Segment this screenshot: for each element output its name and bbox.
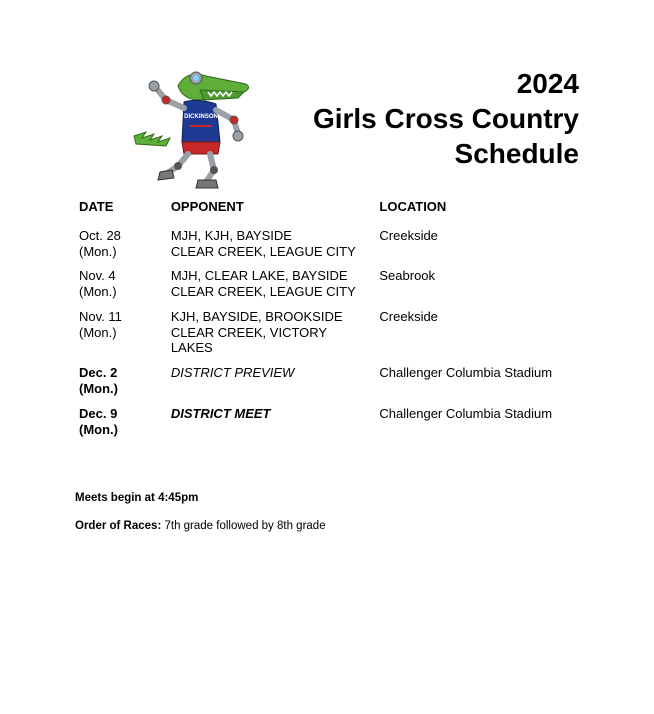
order-of-races-note [75, 519, 326, 533]
table-header-row [79, 199, 579, 228]
row-location: Challenger Columbia Stadium [379, 365, 553, 380]
meets-begin-text: Meets begin at 4:45pm [75, 492, 199, 504]
table-row [79, 309, 579, 365]
title-sport: Girls Cross Country [312, 103, 579, 134]
page-title [313, 66, 579, 171]
header-location: LOCATION [379, 199, 447, 214]
robot-alligator-mascot [126, 66, 256, 190]
table-row [79, 365, 579, 406]
row-opponent: MJH, KJH, BAYSIDE CLEAR CREEK, LEAGUE CITY [170, 228, 356, 259]
row-opponent: KJH, BAYSIDE, BROOKSIDE CLEAR CREEK, VICTORY LAKES [170, 309, 343, 355]
order-of-races-value: 7th grade followed by 8th grade [161, 520, 326, 532]
table-row [79, 406, 579, 447]
title-year: 2024 [516, 68, 579, 99]
mascot-jersey-text: DICKINSON [184, 114, 218, 120]
header-date: DATE [79, 199, 114, 214]
row-date: Nov. 11 (Mon.) [79, 309, 122, 340]
row-location: Creekside [379, 228, 438, 243]
order-of-races-label: Order of Races: [75, 520, 162, 532]
header-opponent: OPPONENT [170, 199, 244, 214]
row-opponent: DISTRICT PREVIEW [170, 365, 295, 380]
row-date: Dec. 9 (Mon.) [79, 406, 118, 437]
row-location: Challenger Columbia Stadium [379, 406, 553, 421]
row-opponent: DISTRICT MEET [170, 406, 271, 421]
table-row [79, 228, 579, 268]
row-date: Dec. 2 (Mon.) [79, 365, 118, 396]
table-row [79, 268, 579, 309]
row-opponent: MJH, CLEAR LAKE, BAYSIDE CLEAR CREEK, LEAGUE CITY [170, 268, 356, 299]
row-location: Creekside [379, 309, 438, 324]
row-date: Oct. 28 (Mon.) [79, 228, 121, 259]
title-schedule: Schedule [454, 138, 579, 169]
row-date: Nov. 4 (Mon.) [79, 268, 117, 299]
row-location: Seabrook [379, 268, 436, 283]
meets-begin-note [75, 491, 198, 505]
schedule-table [79, 199, 579, 447]
